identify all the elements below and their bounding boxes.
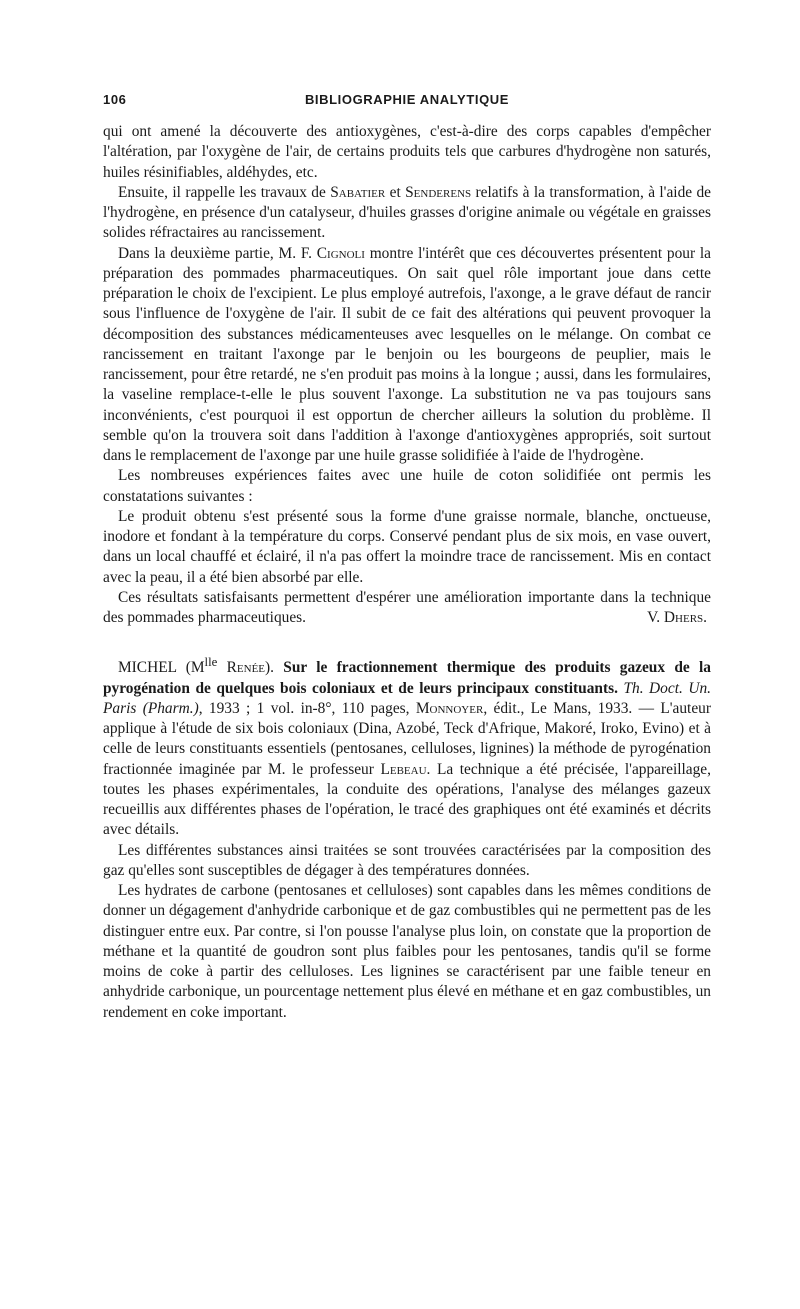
publication-venue: Th. Doct. Un. Paris (Pharm.) xyxy=(103,679,711,717)
entry-title: Sur le fractionnement thermique des produits gazeux de la pyrogénation de quelques bois coloniaux et de leurs principaux constituants. xyxy=(103,659,711,697)
text-run: Ensuite, il rappelle les travaux de xyxy=(118,183,331,201)
review1-paragraph-3 xyxy=(103,244,711,467)
review1-paragraph-5: Le produit obtenu s'est présenté sous la forme d'une graisse normale, blanche, onctueuse, inodore et fondant à la température du corps. Conservé pendant plus de six mois, en vase ouvert, dans un local chauffé et éclairé, il n'a pas offert la moindre trace de rancissement. Mis en contact avec la peau, il a été bien absorbé par elle. xyxy=(103,507,711,586)
publisher-name: Monnoyer xyxy=(415,699,484,717)
review2-paragraph-3: Les hydrates de carbone (pentosanes et celluloses) sont capables dans les mêmes conditions de donner un dégagement d'anhydride carbonique et de gaz combustibles qui ne permettent pas de les distinguer entre eux. Par contre, si l'on pousse l'analyse plus loin, on constate que la proportion de méthane et la quantité de goudron sont plus faibles pour les pentosanes, tandis qu'il se forme moins de coke à partir des celluloses. Les lignines se caractérisent par une faible teneur en anhydride carbonique, un pourcentage nettement plus élevé en méthane et en gaz combustibles, un rendement en coke important. xyxy=(103,882,711,1021)
running-title: BIBLIOGRAPHIE ANALYTIQUE xyxy=(304,92,510,107)
page xyxy=(103,92,711,1023)
review1-paragraph-6 xyxy=(103,588,711,629)
section-divider xyxy=(103,628,711,652)
text-run: , 1933 ; 1 vol. in-8°, 110 pages, xyxy=(198,699,416,717)
page-number: 106 xyxy=(103,92,127,107)
author-given-name: Renée xyxy=(226,659,266,677)
text-run: , édit., Le Mans, 1933. — L'auteur applique à l'étude de six bois coloniaux (Dina, Azobé, Teck d'Afrique, Makoré, Iroko, Evino) et à celle de leurs constituants essentiels (pentosanes, celluloses, lignines) la méthode de pyrogénation fractionnée imaginée par M. le professeur xyxy=(103,699,711,778)
entry-author: MICHEL xyxy=(118,659,177,677)
text-run: ). xyxy=(265,659,284,677)
article-body xyxy=(103,122,711,1023)
text-run: . La technique a été précisée, l'appareillage, toutes les phases expérimentales, la conduite des opérations, l'analyse des mélanges gazeux recueillis aux différentes phases de l'opération, le tracé des graphiques ont été examinés et décrits avec détails. xyxy=(103,760,711,839)
text-run: (M xyxy=(176,659,205,677)
page-header xyxy=(103,92,711,122)
author-name-sabatier: Sabatier xyxy=(330,183,386,201)
review1-paragraph-4: Les nombreuses expériences faites avec une huile de coton solidifiée ont permis les constatations suivantes : xyxy=(103,467,711,505)
text-run: et xyxy=(385,183,406,201)
text-run: Ces résultats satisfaisants permettent d'espérer une amélioration importante dans la technique des pommades pharmaceutiques. xyxy=(103,588,711,626)
honorific-superscript: lle xyxy=(204,655,218,670)
text-run: montre l'intérêt que ces découvertes présentent pour la préparation des pommades pharmaceutiques. On sait quel rôle important joue dans cette préparation le choix de l'excipient. Le plus employé autrefois, l'axonge, a le grave défaut de rancir sous l'influence de l'oxygène de l'air. Il subit de ce fait des altérations qui peuvent provoquer la décomposition des substances médicamenteuses avec lesquelles on le mélange. On combat ce rancissement en traitant l'axonge par le benjoin ou les bourgeons de peuplier, mais le rancissement, pour être retardé, ne s'en produit pas moins à la longue ; aussi, dans les formulaires, la vaseline remplace-t-elle le plus souvent l'axonge. La substitution ne va pas toujours sans inconvénients, c'est pourquoi il est opportun de chercher ailleurs la solution du problème. Il semble qu'on la trouvera soit dans l'addition à l'axonge d'antioxygènes appropriés, soit surtout dans le remplacement de l'axonge par une huile grasse solidifiée à l'aide de l'hydrogène. xyxy=(103,244,711,464)
reviewer-signature: V. Dhers. xyxy=(647,609,707,626)
author-name-cignoli: Cignoli xyxy=(316,244,365,262)
review2-entry-heading xyxy=(103,652,711,840)
text-run: relatifs à la transformation, à l'aide de l'hydrogène, en présence d'un catalyseur, d'huiles grasses d'origine animale ou végétale en graisses solides réfractaires au rancissement. xyxy=(103,183,712,242)
text-run: Dans la deuxième partie, M. F. xyxy=(118,244,317,262)
professor-name: Lebeau xyxy=(380,760,427,778)
review1-paragraph-2 xyxy=(103,183,711,244)
author-name-senderens: Senderens xyxy=(405,183,472,201)
review2-paragraph-2: Les différentes substances ainsi traitées se sont trouvées caractérisées par la composition des gaz qu'elles sont susceptibles de dégager à des températures données. xyxy=(103,841,711,879)
review1-paragraph-1: qui ont amené la découverte des antioxygènes, c'est-à-dire des corps capables d'empêcher l'altération, par l'oxygène de l'air, de certains produits tels que carbures d'hydrogène non saturés, huiles résinifiables, aldéhydes, etc. xyxy=(103,123,711,181)
text-run xyxy=(217,659,226,676)
